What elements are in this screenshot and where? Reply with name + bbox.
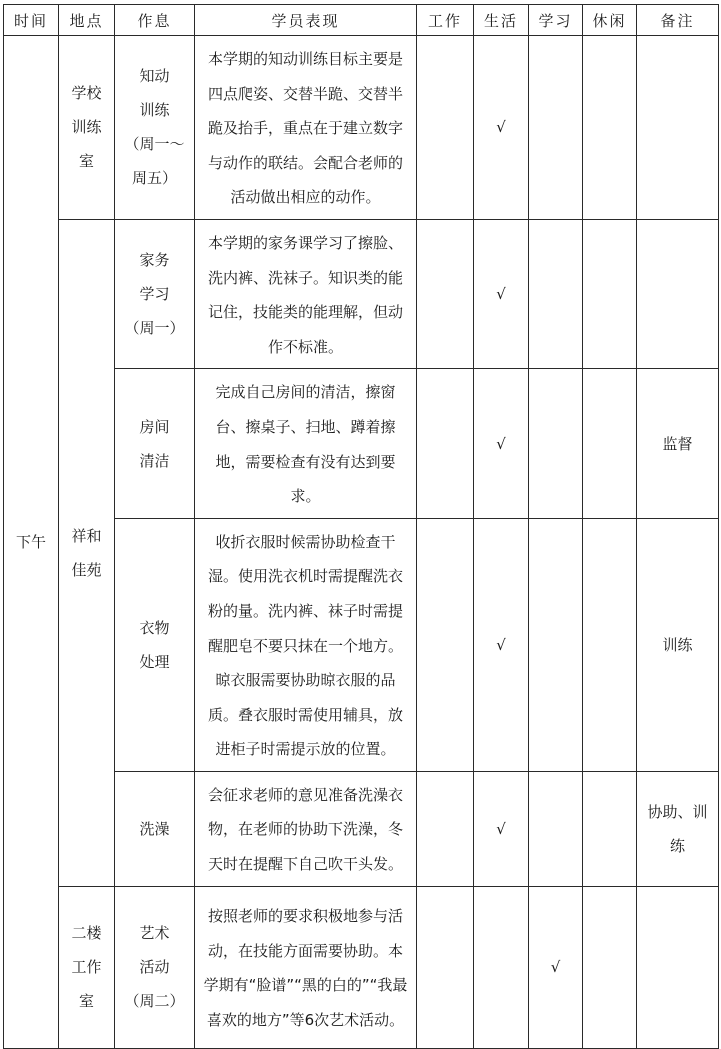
location-line: 工作 [71,958,102,977]
location-cell-studio [59,886,115,1048]
work-cell [417,886,474,1048]
location-cell-xianghe [59,219,115,886]
activity-cell [115,219,195,368]
leisure-cell [583,886,637,1048]
performance-cell: 会征求老师的意见准备洗澡衣物，在老师的协助下洗澡，冬天时在提醒下自己吹干头发。 [195,771,417,886]
activity-line: 活动 [139,958,170,977]
table-row [4,36,719,220]
performance-cell: 本学期的家务课学习了擦脸、洗内裤、洗袜子。知识类的能记住，技能类的能理解，但动作不标准。 [195,219,417,368]
work-cell [417,771,474,886]
leisure-cell [583,369,637,518]
life-check: √ [474,771,529,886]
activity-line: 家务 [139,251,170,270]
activity-cell [115,369,195,518]
study-check [529,771,583,886]
study-check [529,369,583,518]
location-line: 祥和 [71,526,102,545]
activity-line: 房间 [139,417,170,436]
activity-line: 知动 [139,67,170,86]
activity-line: 清洁 [139,451,170,470]
study-check: √ [529,886,583,1048]
performance-cell: 收折衣服时候需协助检查干湿。使用洗衣机时需提醒洗衣粉的量。洗内裤、袜子时需提醒肥皂不要只抹在一个地方。晾衣服需要协助晾衣服的品质。叠衣服时需使用辅具，放进柜子时需提示放的位置。 [195,518,417,771]
activity-cell [115,771,195,886]
location-line: 室 [78,152,94,171]
header-time: 时间 [4,5,59,36]
header-note: 备注 [637,5,719,36]
performance-cell: 按照老师的要求积极地参与活动，在技能方面需要协助。本学期有“脸谱”“黑的白的”“我最喜欢的地方”等6次艺术活动。 [195,886,417,1048]
activity-line: 训练 [139,101,170,120]
location-line: 佳苑 [71,560,102,579]
activity-line: （周一～ [124,135,185,154]
life-check [474,886,529,1048]
activity-line: 学习 [139,285,170,304]
performance-cell: 完成自己房间的清洁，擦窗台、擦桌子、扫地、蹲着擦地，需要检查有没有达到要求。 [195,369,417,518]
header-work: 工作 [417,5,474,36]
leisure-cell [583,36,637,220]
life-check: √ [474,518,529,771]
study-check [529,518,583,771]
activity-line: 衣物 [139,618,170,637]
activity-cell [115,886,195,1048]
schedule-table [3,4,719,1049]
work-cell [417,36,474,220]
note-cell [637,36,719,220]
location-line: 训练 [71,118,102,137]
activity-line: 周五） [131,169,177,188]
header-life: 生活 [474,5,529,36]
work-cell [417,518,474,771]
note-cell: 协助、训练 [637,771,719,886]
life-check: √ [474,219,529,368]
study-check [529,36,583,220]
location-cell-school [59,36,115,220]
leisure-cell [583,219,637,368]
time-cell: 下午 [4,36,59,1049]
header-row [4,5,719,36]
activity-cell [115,36,195,220]
location-line: 学校 [71,84,102,103]
location-line: 二楼 [71,924,102,943]
leisure-cell [583,518,637,771]
leisure-cell [583,771,637,886]
activity-line: （周二） [124,992,185,1011]
performance-cell: 本学期的知动训练目标主要是四点爬姿、交替半跪、交替半跪及抬手，重点在于建立数字与动作的联结。会配合老师的活动做出相应的动作。 [195,36,417,220]
note-cell: 训练 [637,518,719,771]
activity-line: 艺术 [139,924,170,943]
note-cell [637,219,719,368]
work-cell [417,369,474,518]
note-cell [637,886,719,1048]
table-row [4,219,719,368]
activity-line: 处理 [139,652,170,671]
note-cell: 监督 [637,369,719,518]
activity-line: （周一） [124,319,185,338]
location-line: 室 [78,992,94,1011]
life-check: √ [474,36,529,220]
header-location: 地点 [59,5,115,36]
work-cell [417,219,474,368]
header-activity: 作息 [115,5,195,36]
header-leisure: 休闲 [583,5,637,36]
header-performance: 学员表现 [195,5,417,36]
header-study: 学习 [529,5,583,36]
table-row [4,886,719,1048]
activity-cell [115,518,195,771]
study-check [529,219,583,368]
activity-line: 洗澡 [139,819,170,838]
life-check: √ [474,369,529,518]
